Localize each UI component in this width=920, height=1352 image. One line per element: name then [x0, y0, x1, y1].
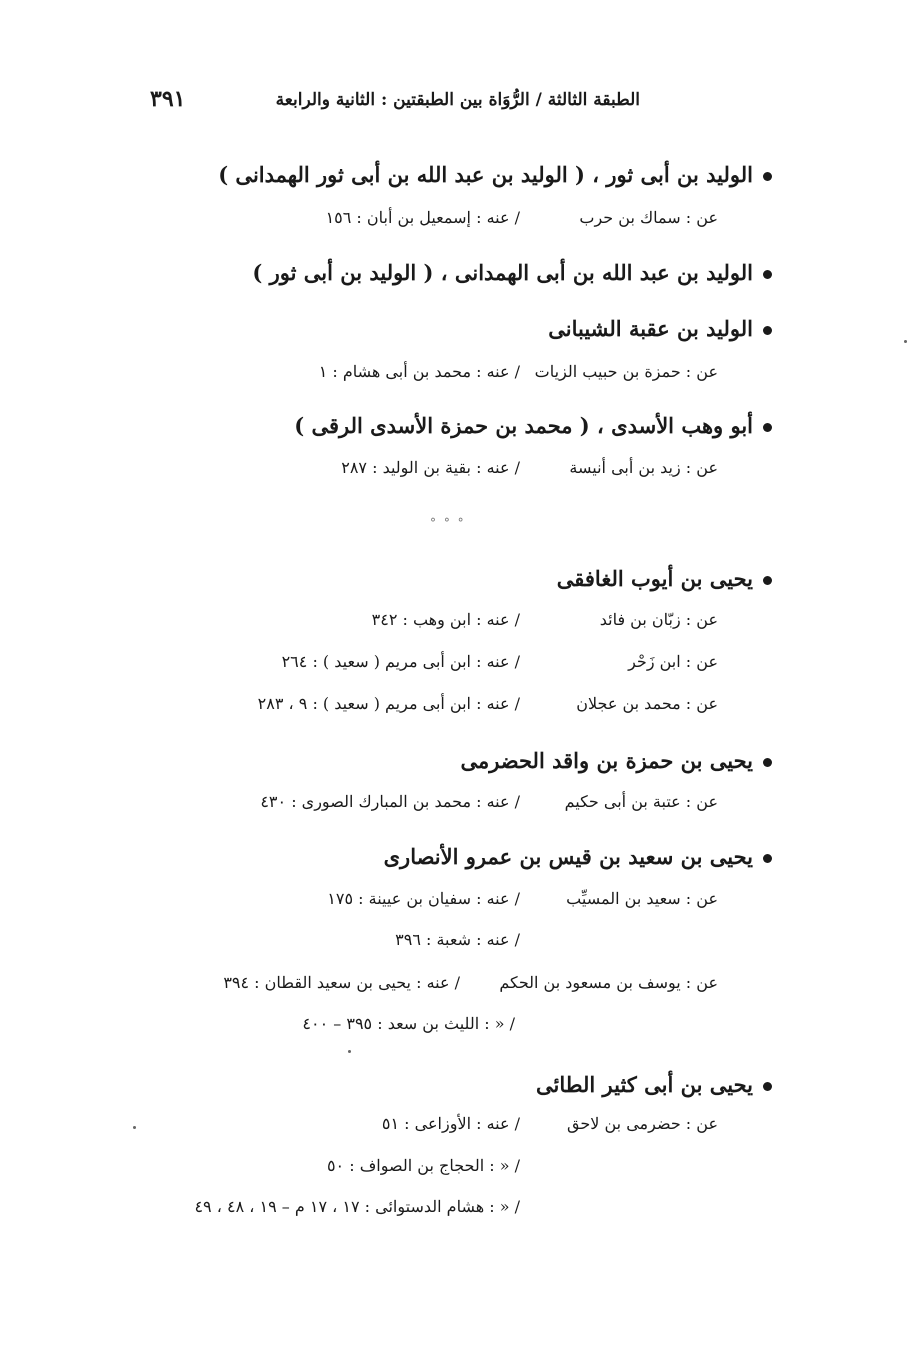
entry-heading	[384, 844, 772, 869]
page-number: ٣٩١	[150, 86, 186, 112]
from-cell: عن : حضرمى بن لاحق	[567, 1114, 718, 1133]
from-cell: عن : زبّان بن فائد	[599, 610, 718, 629]
to-cell: / عنه : بقية بن الوليد : ٢٨٧	[341, 458, 520, 477]
from-cell: عن : زيد بن أبى أنيسة	[569, 458, 718, 477]
to-cell: / « : الليث بن سعد : ٣٩٥ – ٤٠٠	[302, 1014, 515, 1033]
from-cell: عن : ابن زَحْر	[628, 652, 718, 671]
entry-name: الوليد بن عبد الله بن أبى الهمدانى ، ( الوليد بن أبى ثور )	[252, 260, 753, 285]
scan-speck	[133, 1126, 136, 1129]
entry-heading	[536, 1072, 772, 1097]
entry-name: يحيى بن أيوب الغافقى	[556, 566, 753, 591]
entry-name: أبو وهب الأسدى ، ( محمد بن حمزة الأسدى الرقى )	[294, 413, 753, 438]
to-cell: / عنه : شعبة : ٣٩٦	[395, 930, 520, 949]
from-cell: عن : سعيد بن المسيِّب	[566, 889, 718, 908]
bullet-icon	[763, 270, 772, 279]
entry-name: الوليد بن عقبة الشيبانى	[548, 316, 753, 341]
to-cell: / « : هشام الدستوائى : ١٧ ، ١٧ م – ١٩ ، ٤٨ ، ٤٩	[194, 1197, 520, 1216]
to-cell: / عنه : محمد بن أبى هشام : ١	[318, 362, 520, 381]
bullet-icon	[763, 758, 772, 767]
from-cell: عن : يوسف بن مسعود بن الحكم	[499, 973, 718, 992]
to-cell: / عنه : إسمعيل بن أبان : ١٥٦	[325, 208, 520, 227]
from-cell: عن : عتبة بن أبى حكيم	[564, 792, 718, 811]
to-cell: / عنه : ابن وهب : ٣٤٢	[371, 610, 520, 629]
scan-speck	[348, 1050, 351, 1053]
entry-heading	[557, 566, 772, 591]
section-separator: ° ° °	[430, 516, 466, 530]
bullet-icon	[763, 326, 772, 335]
bullet-icon	[763, 854, 772, 863]
entry-name: الوليد بن أبى ثور ، ( الوليد بن عبد الله بن أبى ثور الهمدانى )	[218, 162, 753, 187]
from-cell: عن : حمزة بن حبيب الزيات	[534, 362, 718, 381]
to-cell: / عنه : ابن أبى مريم ( سعيد ) : ٩ ، ٢٨٣	[257, 694, 520, 713]
bullet-icon	[763, 423, 772, 432]
from-cell: عن : سماك بن حرب	[579, 208, 718, 227]
entry-heading	[460, 748, 772, 773]
to-cell: / عنه : محمد بن المبارك الصورى : ٤٣٠	[260, 792, 520, 811]
entry-name: يحيى بن أبى كثير الطائى	[536, 1072, 753, 1097]
entry-name: يحيى بن حمزة بن واقد الحضرمى	[460, 748, 753, 773]
to-cell: / عنه : ابن أبى مريم ( سعيد ) : ٢٦٤	[281, 652, 520, 671]
to-cell: / عنه : سفيان بن عيينة : ١٧٥	[327, 889, 520, 908]
entry-heading	[548, 316, 772, 341]
entry-heading	[252, 260, 772, 285]
entry-heading	[218, 162, 772, 187]
scan-speck	[904, 340, 907, 343]
to-cell: / « : الحجاج بن الصواف : ٥٠	[326, 1156, 520, 1175]
bullet-icon	[763, 172, 772, 181]
bullet-icon	[763, 1082, 772, 1091]
entry-name: يحيى بن سعيد بن قيس بن عمرو الأنصارى	[383, 844, 753, 869]
to-cell: / عنه : الأوزاعى : ٥١	[381, 1114, 520, 1133]
running-header: الطبقة الثالثة / الرُّوَاة بين الطبقتين : الثانية والرابعة	[275, 90, 640, 110]
to-cell: / عنه : يحيى بن سعيد القطان : ٣٩٤	[223, 973, 460, 992]
bullet-icon	[763, 576, 772, 585]
from-cell: عن : محمد بن عجلان	[576, 694, 718, 713]
entry-heading	[294, 413, 772, 438]
